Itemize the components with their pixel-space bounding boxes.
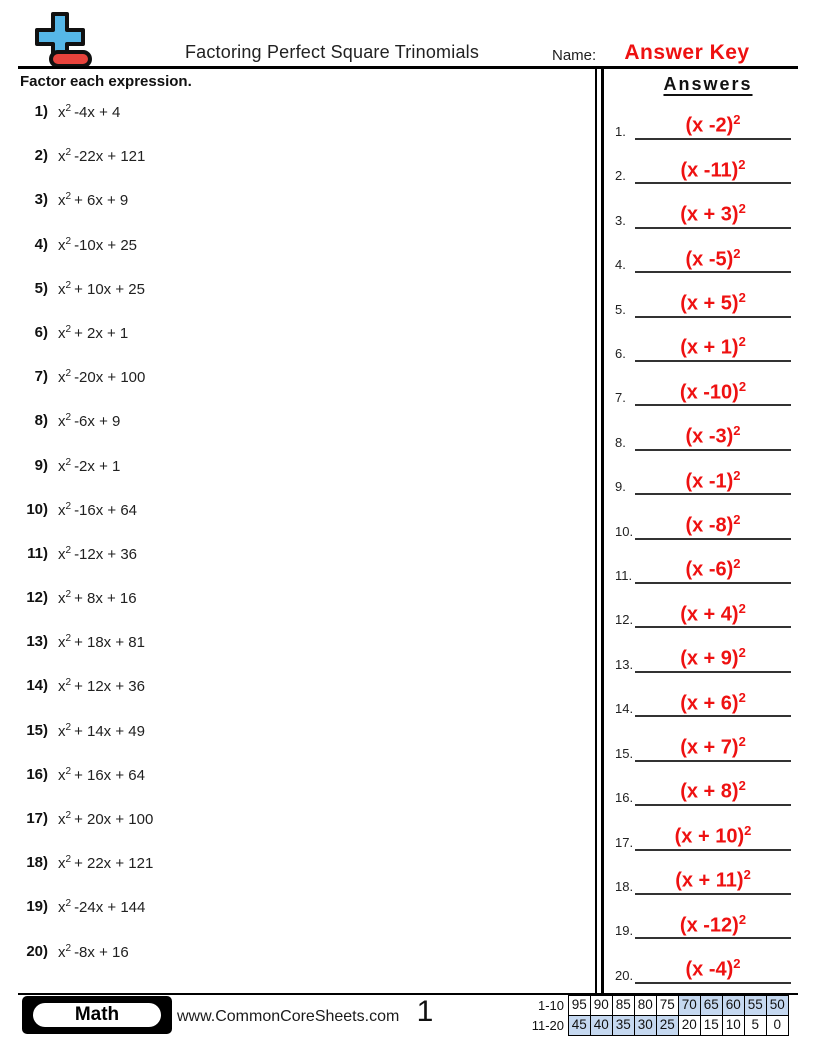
answer-value: [635, 867, 791, 893]
question-row: [0, 633, 590, 677]
answer-text: (x -11): [680, 159, 739, 182]
grading-score-cell: 90: [590, 995, 614, 1016]
expression-base: x: [58, 236, 66, 254]
answer-number: 4.: [615, 257, 626, 273]
question-number: 14): [26, 677, 48, 695]
question-row: [0, 457, 590, 501]
expression-base: x: [58, 899, 66, 917]
exponent: 2: [65, 633, 72, 645]
question-number: 13): [26, 633, 48, 651]
answer-exponent: 2: [733, 245, 741, 261]
expression-base: x: [58, 678, 66, 696]
answer-value: [635, 379, 791, 405]
answer-exponent: 2: [743, 867, 751, 883]
grading-row-1-10: [522, 995, 789, 1016]
answer-text: (x -6): [685, 559, 734, 582]
math-badge-label: Math: [33, 1003, 161, 1027]
expression-rest: -10x + 25: [74, 236, 138, 254]
exponent: 2: [65, 898, 72, 910]
answer-value: [635, 423, 791, 449]
answer-text: (x -3): [685, 425, 734, 448]
exponent: 2: [65, 765, 72, 777]
answer-text: (x + 4): [680, 603, 739, 626]
answer-text: (x -12): [679, 914, 739, 937]
question-expression: [58, 722, 145, 740]
grading-score-cell: 10: [722, 1015, 746, 1036]
answers-list: [608, 96, 808, 984]
question-number: 5): [34, 279, 48, 297]
expression-rest: + 18x + 81: [74, 634, 145, 652]
question-row: [0, 412, 590, 456]
answer-exponent: 2: [733, 467, 741, 483]
answer-exponent: 2: [733, 556, 741, 572]
answer-exponent: 2: [733, 956, 741, 972]
question-row: [0, 766, 590, 810]
answer-text: (x -4): [685, 958, 734, 981]
question-expression: [58, 943, 129, 961]
question-number: 15): [26, 721, 48, 739]
question-row: [0, 501, 590, 545]
question-number: 19): [26, 898, 48, 916]
question-number: 9): [34, 456, 48, 474]
expression-rest: + 12x + 36: [74, 678, 145, 696]
exponent: 2: [65, 854, 72, 866]
answer-number: 5.: [615, 301, 626, 317]
answer-text: (x + 9): [680, 647, 739, 670]
grading-score-cell: 70: [678, 995, 702, 1016]
exponent: 2: [65, 589, 72, 601]
instruction-text: Factor each expression.: [20, 73, 192, 90]
answer-text: (x + 6): [680, 692, 739, 715]
answer-exponent: 2: [738, 778, 746, 794]
answer-value: [635, 512, 791, 538]
expression-base: x: [58, 855, 66, 873]
question-row: [0, 589, 590, 633]
answer-number: 8.: [615, 434, 626, 450]
question-number: 1): [34, 103, 48, 120]
grading-score-cell: 35: [612, 1015, 636, 1036]
answer-row: [608, 939, 808, 983]
answer-value: [635, 201, 791, 227]
answer-value: [635, 912, 791, 938]
exponent: 2: [65, 103, 72, 114]
answer-exponent: 2: [738, 334, 746, 350]
exponent: 2: [65, 368, 72, 380]
answer-row: [608, 406, 808, 450]
expression-base: x: [58, 501, 66, 519]
question-number: 17): [26, 810, 48, 827]
answer-number: 7.: [615, 390, 626, 406]
exponent: 2: [65, 677, 72, 689]
answer-number: 1.: [615, 124, 626, 139]
question-row: [0, 191, 590, 235]
answer-number: 12.: [615, 612, 634, 628]
expression-rest: + 20x + 100: [74, 811, 154, 828]
answer-number: 11.: [615, 568, 633, 584]
question-row: [0, 810, 590, 854]
questions-list: [0, 103, 590, 987]
answer-text: (x + 7): [680, 736, 739, 759]
answer-number: 14.: [615, 701, 634, 717]
question-expression: [58, 103, 120, 121]
answer-value: [635, 823, 791, 849]
expression-rest: + 8x + 16: [74, 590, 137, 608]
column-divider: [595, 69, 604, 993]
expression-base: x: [58, 413, 66, 431]
question-row: [0, 368, 590, 412]
question-row: [0, 722, 590, 766]
answer-row: [608, 451, 808, 495]
grading-row-label: 1-10: [537, 998, 564, 1013]
exponent: 2: [65, 279, 72, 291]
answer-row: [608, 140, 808, 184]
question-row: [0, 236, 590, 280]
answer-row: [608, 762, 808, 806]
grading-score-cell: 85: [612, 995, 636, 1016]
question-number: 18): [26, 854, 48, 872]
question-row: [0, 545, 590, 589]
answer-number: 13.: [615, 656, 634, 672]
answer-exponent: 2: [738, 600, 746, 616]
answer-row: [608, 362, 808, 406]
question-number: 10): [26, 500, 48, 518]
expression-base: x: [58, 811, 66, 828]
expression-base: x: [58, 634, 66, 652]
question-expression: [58, 589, 137, 607]
question-number: 8): [34, 412, 48, 430]
question-expression: [58, 677, 145, 695]
answer-text: (x + 10): [674, 825, 745, 848]
exponent: 2: [65, 721, 72, 733]
answer-text: (x -10): [679, 381, 739, 404]
question-number: 12): [26, 589, 48, 607]
question-row: [0, 898, 590, 942]
expression-rest: + 22x + 121: [74, 855, 154, 873]
exponent: 2: [65, 323, 72, 335]
answer-exponent: 2: [738, 689, 746, 705]
question-row: [0, 103, 590, 147]
question-row: [0, 280, 590, 324]
answer-text: (x -5): [685, 248, 734, 271]
question-expression: [58, 191, 128, 209]
question-expression: [58, 457, 120, 475]
question-row: [0, 943, 590, 987]
exponent: 2: [65, 544, 72, 556]
answer-value: [635, 334, 791, 360]
plus-minus-logo-icon: [28, 10, 92, 68]
exponent: 2: [65, 235, 72, 247]
answer-number: 17.: [615, 834, 634, 850]
answer-value: [635, 601, 791, 627]
grading-score-cell: 0: [766, 1015, 790, 1036]
answer-number: 9.: [615, 479, 626, 495]
name-label: Name:: [552, 47, 597, 64]
question-expression: [58, 854, 153, 872]
answer-text: (x + 3): [680, 203, 739, 226]
answer-number: 19.: [615, 923, 634, 939]
answer-value: [635, 556, 791, 582]
question-expression: [58, 412, 120, 430]
answer-value: [635, 157, 791, 183]
expression-rest: -6x + 9: [74, 413, 121, 431]
expression-base: x: [58, 192, 66, 210]
answer-number: 16.: [615, 790, 634, 806]
answer-number: 10.: [615, 523, 634, 539]
expression-base: x: [58, 148, 66, 166]
answer-text: (x -8): [685, 514, 734, 537]
question-row: [0, 324, 590, 368]
answer-row: [608, 96, 808, 140]
exponent: 2: [65, 191, 72, 203]
answer-exponent: 2: [738, 378, 747, 394]
question-expression: [58, 898, 145, 916]
grading-score-cell: 25: [656, 1015, 680, 1036]
expression-rest: + 14x + 49: [74, 722, 145, 740]
answer-row: [608, 318, 808, 362]
grading-score-cell: 65: [700, 995, 724, 1016]
answer-row: [608, 273, 808, 317]
expression-base: x: [58, 722, 66, 740]
website-url: www.CommonCoreSheets.com: [177, 1008, 400, 1025]
grading-score-cell: 75: [656, 995, 680, 1016]
grading-score-cell: 40: [590, 1015, 614, 1036]
answer-exponent: 2: [733, 512, 741, 527]
answer-row: [608, 628, 808, 672]
worksheet-title: Factoring Perfect Square Trinomials: [184, 42, 480, 62]
answer-exponent: 2: [733, 112, 741, 128]
grading-row-11-20: [522, 1015, 789, 1036]
answers-title: Answers: [663, 74, 753, 94]
expression-base: x: [58, 766, 66, 784]
question-expression: [58, 324, 128, 342]
answer-value: [635, 246, 791, 272]
question-expression: [58, 545, 137, 563]
answer-text: (x -1): [685, 470, 734, 493]
answer-value: [635, 778, 791, 804]
answer-text: (x -2): [685, 115, 734, 137]
expression-base: x: [58, 324, 66, 342]
answer-exponent: 2: [738, 156, 746, 172]
answer-row: [608, 495, 808, 539]
exponent: 2: [65, 942, 72, 954]
grading-table: [522, 995, 789, 1036]
grading-score-cell: 15: [700, 1015, 724, 1036]
header-divider-line: [18, 66, 798, 69]
expression-base: x: [58, 457, 66, 475]
answer-number: 18.: [615, 878, 634, 894]
question-number: 16): [26, 765, 48, 783]
page-number: 1: [416, 995, 434, 1028]
question-number: 2): [34, 147, 48, 165]
question-number: 4): [34, 235, 48, 253]
answer-number: 6.: [615, 346, 626, 362]
answer-value: [635, 468, 791, 494]
question-expression: [58, 368, 145, 386]
exponent: 2: [65, 500, 72, 512]
expression-rest: -2x + 1: [74, 457, 121, 475]
question-expression: [58, 633, 145, 651]
exponent: 2: [65, 456, 72, 468]
math-badge: [22, 996, 172, 1034]
answer-blank-line: [635, 982, 791, 984]
question-expression: [58, 810, 153, 828]
grading-score-cell: 50: [766, 995, 790, 1016]
expression-base: x: [58, 943, 66, 961]
answer-text: (x + 11): [675, 869, 744, 892]
answer-value: [635, 734, 791, 760]
answer-value: [635, 956, 791, 982]
answer-value: [635, 690, 791, 716]
question-expression: [58, 501, 137, 519]
question-number: 6): [34, 323, 48, 341]
answer-value: [635, 290, 791, 316]
question-expression: [58, 147, 145, 165]
answer-row: [608, 584, 808, 628]
expression-rest: -22x + 121: [74, 148, 146, 166]
grading-score-cell: 60: [722, 995, 746, 1016]
answer-row: [608, 673, 808, 717]
answer-row: [608, 184, 808, 228]
answer-key-label: Answer Key: [624, 41, 750, 64]
answer-number: 15.: [615, 745, 634, 761]
answer-row: [608, 851, 808, 895]
expression-rest: + 16x + 64: [74, 766, 145, 784]
grading-score-cell: 30: [634, 1015, 658, 1036]
answer-number: 2.: [615, 168, 626, 184]
answer-row: [608, 229, 808, 273]
answer-exponent: 2: [744, 822, 752, 838]
grading-score-cell: 80: [634, 995, 658, 1016]
grading-score-cell: 95: [568, 995, 592, 1016]
expression-base: x: [58, 590, 66, 608]
question-number: 11): [27, 544, 48, 562]
expression-rest: -24x + 144: [74, 899, 146, 917]
expression-base: x: [58, 280, 66, 298]
grading-score-cell: 5: [744, 1015, 768, 1036]
grading-score-cell: 55: [744, 995, 768, 1016]
expression-base: x: [58, 369, 66, 387]
answer-number: 3.: [615, 212, 626, 228]
expression-rest: + 6x + 9: [74, 192, 129, 210]
answer-row: [608, 717, 808, 761]
question-row: [0, 854, 590, 898]
answer-number: 20.: [615, 967, 634, 983]
answer-text: (x + 8): [680, 781, 739, 804]
question-row: [0, 147, 590, 191]
answer-exponent: 2: [738, 645, 746, 661]
grading-score-cell: 20: [678, 1015, 702, 1036]
expression-rest: + 10x + 25: [74, 280, 145, 298]
answer-exponent: 2: [738, 201, 746, 217]
expression-rest: -4x + 4: [74, 104, 121, 121]
answer-text: (x + 1): [680, 337, 739, 360]
question-number: 3): [34, 191, 48, 209]
expression-rest: + 2x + 1: [74, 324, 129, 342]
answer-row: [608, 806, 808, 850]
answer-exponent: 2: [738, 734, 746, 750]
answer-exponent: 2: [738, 289, 746, 305]
exponent: 2: [65, 412, 72, 424]
question-expression: [58, 236, 137, 254]
expression-rest: -16x + 64: [74, 501, 138, 519]
question-number: 20): [26, 942, 48, 960]
expression-base: x: [58, 545, 66, 563]
answer-row: [608, 895, 808, 939]
grading-score-cell: 45: [568, 1015, 592, 1036]
answer-value: [635, 645, 791, 671]
answer-value: [635, 112, 791, 138]
question-number: 7): [34, 368, 48, 386]
answer-exponent: 2: [738, 911, 747, 927]
exponent: 2: [65, 147, 72, 159]
expression-rest: -20x + 100: [74, 369, 146, 387]
answer-row: [608, 540, 808, 584]
expression-rest: -8x + 16: [74, 943, 129, 961]
expression-base: x: [58, 104, 66, 121]
question-row: [0, 677, 590, 721]
exponent: 2: [65, 810, 72, 821]
question-expression: [58, 280, 145, 298]
grading-row-label: 11-20: [531, 1017, 564, 1033]
answer-text: (x + 5): [680, 292, 739, 315]
question-expression: [58, 766, 145, 784]
expression-rest: -12x + 36: [74, 545, 138, 563]
answer-exponent: 2: [733, 423, 741, 439]
